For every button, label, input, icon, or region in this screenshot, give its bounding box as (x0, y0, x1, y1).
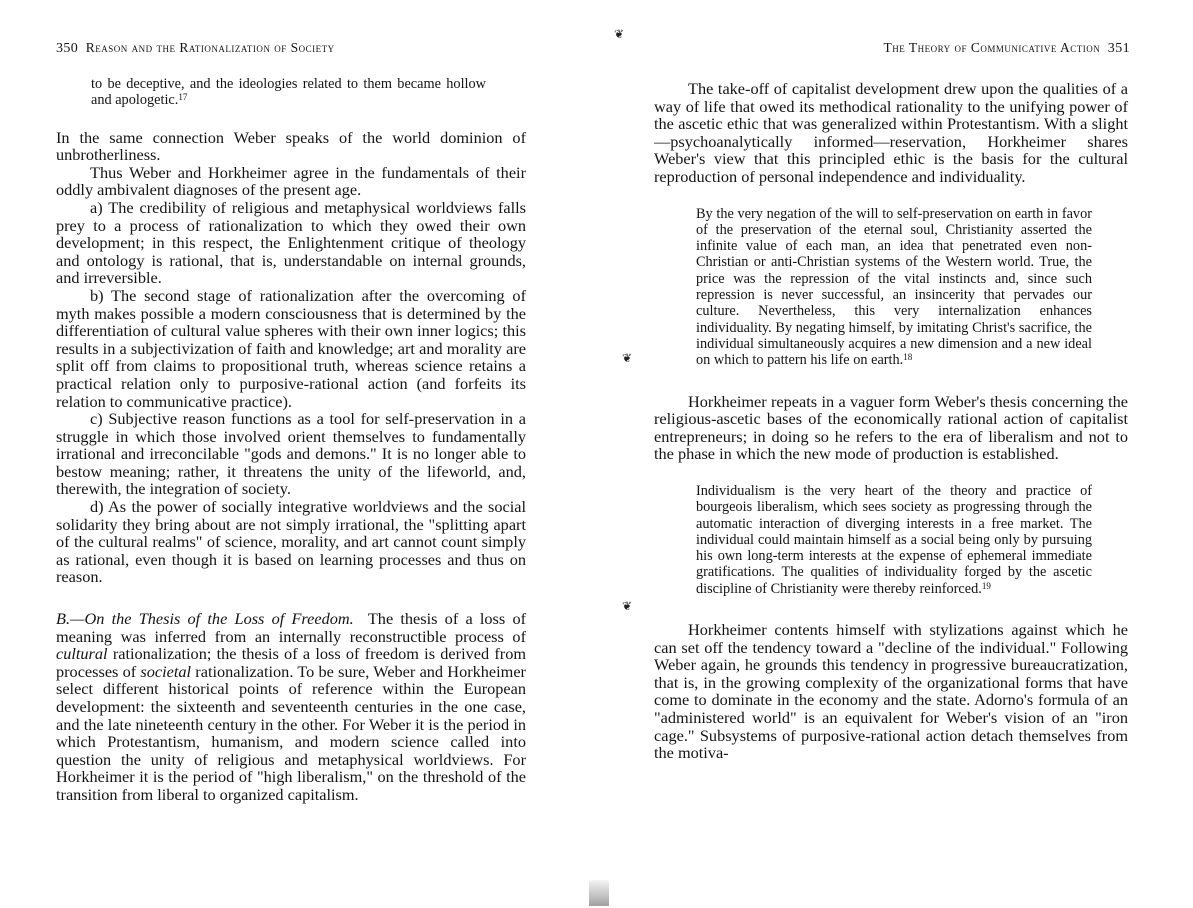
left-page-number: 350 (56, 41, 79, 56)
gutter-mark: ❦ (622, 351, 633, 365)
left-running-title: Reason and the Rationalization of Society (85, 40, 335, 55)
right-text-block (654, 80, 1128, 762)
left-page (0, 0, 590, 908)
left-running-head (56, 40, 335, 57)
paragraph-agreement: Thus Weber and Horkheimer agree in the fundamentals of their oddly ambivalent diagnoses of the present age. (56, 162, 526, 200)
right-page-number: 351 (1107, 41, 1130, 56)
section-b-paragraph: B.—On the Thesis of the Loss of Freedom. The thesis of a loss of meaning was inferred from an internally reconstructible process of cultural rationalization; the thesis of a loss of freedom is derived from processes of societal rationalization. To be sure, Weber and Horkheimer select different historical points of reference within the European development: the sixteenth and seventeenth centuries in the one case, and the late nineteenth century in the other. For Weber it is the period in which Protestantism, humanism, and modern science called into question the unity of religious and metaphysical worldviews. For Horkheimer it is the period of "high liberalism," on the threshold of the transition from liberal to organized capitalism. (56, 609, 527, 804)
paragraph-point-b: b) The second stage of rationalization after the overcoming of myth makes possible a modern consciousness that is determined by the differentiation of cultural value spheres with their own inner logics; this results in a subjectivization of faith and knowledge; art and morality are split off from claims to propositional truth, whereas science retains a practical relation only to purposive-rational action (and forfeits its relation to communicative practice). (56, 285, 526, 411)
block-quote-continuation: to be deceptive, and the ideologies related to them became hollow and apologetic.$^{17}$ (91, 76, 486, 109)
paragraph-unbrotherliness: In the same connection Weber speaks of the world dominion of unbrotherliness. (56, 127, 526, 165)
footnote-ref-17: 17 (178, 92, 188, 103)
gutter-mark: ❦ (614, 27, 625, 41)
footnote-ref-19: 19 (981, 580, 991, 591)
paragraph-point-d: d) As the power of socially integrative worldviews and the social solidarity they bring about are not simply irrational, the "splitting apart of the cultural realms" of science, morality, and art cannot count simply as rational, even though it is based on learning processes and thus on reason. (56, 497, 526, 587)
section-b-heading: B.—On the Thesis of the Loss of Freedom. (56, 609, 354, 629)
paragraph-takeoff: The take-off of capitalist development drew upon the qualities of a way of life that owed its methodical rationality to the unifying power of the ascetic ethic that was generalized within Protestantism. With a slight—psychoanalytically informed—reservation, Horkheimer shares Weber's view that this principled ethic is the basis for the cultural reproduction of personal independence and individuality. (654, 79, 1128, 186)
block-quote-christianity: By the very negation of the will to self-preservation on earth in favor of the preservation of the eternal soul, Christianity asserted the infinite value of each man, an idea that penetrated even non-Christian or anti-Christian systems of the Western world. True, the price was the repression of the vital instincts and, since such repression is never successful, an insincerity that pervades our culture. Nevertheless, this very internalization enhances individuality. By negating himself, by imitating Christ's sacrifice, the individual simultaneously acquires a new dimension and a new ideal on which to pattern his life on earth.$^{18}$ (696, 205, 1092, 369)
right-running-title: The Theory of Communicative Action (883, 40, 1101, 55)
footnote-ref-18: 18 (903, 352, 913, 363)
left-text-block (56, 76, 526, 804)
gutter-mark: ❦ (622, 599, 633, 613)
block-quote-individualism: Individualism is the very heart of the theory and practice of bourgeois liberalism, which sees society as progressing through the automatic interaction of diverging interests in a free market. The individual could maintain himself as a social being only by pursuing his own long-term interests at the expense of ephemeral immediate gratifications. The qualities of individuality forged by the ascetic discipline of Christianity were thereby reinforced.$^{19}$ (696, 482, 1092, 597)
paragraph-point-a: a) The credibility of religious and metaphysical worldviews falls prey to a process of rationalization to which they owed their own development; in this respect, the Enlightenment critique of theology and ontology is rational, that is, understandable on internal grounds, and irreversible. (56, 197, 526, 288)
paragraph-horkheimer-repeats: Horkheimer repeats in a vaguer form Weber's thesis concerning the religious-ascetic bases of the economically rational action of capitalist entrepreneurs; in doing so he refers to the era of liberalism and not to the phase in which the new mode of production is established. (654, 391, 1128, 464)
paragraph-stylizations: Horkheimer contents himself with stylizations against which he can set off the tendency toward a "decline of the individual." Following Weber again, he grounds this tendency in progressive bureaucratization, that is, in the growing complexity of the organizational forms that have come to dominate in the economy and the state. Adorno's formula of an "administered world" is an equivalent for Weber's vision of an "iron cage." Subsystems of purposive-rational action detach themselves from the motiva- (654, 619, 1128, 763)
right-page (600, 0, 1193, 908)
paragraph-point-c: c) Subjective reason functions as a tool for self-preservation in a struggle in which those involved orient themselves to fundamentally irrational and irreconcilable "gods and demons." It is no longer able to bestow meaning; rather, it threatens the unity of the lifeworld, and, therewith, the integration of society. (56, 409, 526, 499)
right-running-head (883, 40, 1130, 57)
